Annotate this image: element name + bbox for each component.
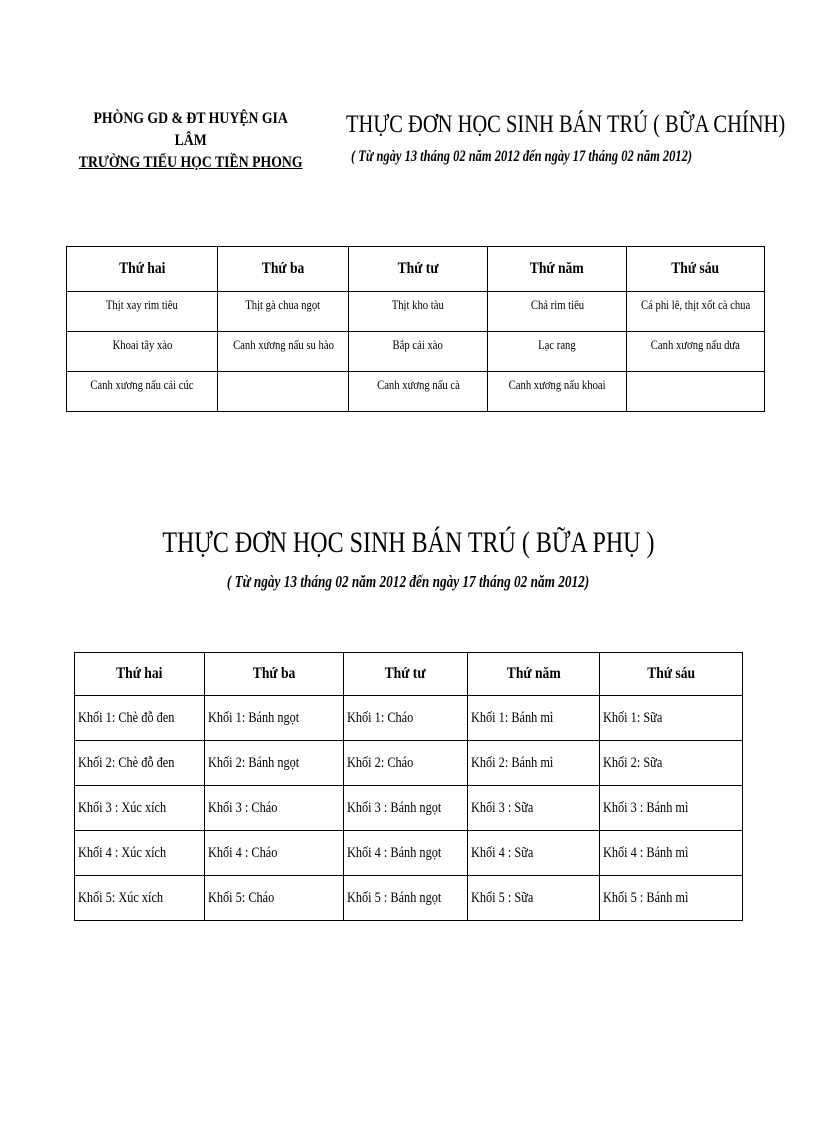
table-cell: Bắp cải xào xyxy=(349,332,488,372)
table-header-row xyxy=(67,247,765,292)
column-header: Thứ tư xyxy=(344,653,468,696)
main-menu-title: THỰC ĐƠN HỌC SINH BÁN TRÚ ( BỮA CHÍNH) xyxy=(346,111,786,138)
table-cell: Khối 2: Cháo xyxy=(344,741,468,786)
side-menu-table xyxy=(74,652,743,921)
table-header-row xyxy=(75,653,743,696)
table-cell xyxy=(218,372,349,412)
table-cell: Khối 3 : Xúc xích xyxy=(75,786,205,831)
table-cell: Khối 4 : Bánh ngọt xyxy=(344,831,468,876)
side-menu-date-range: ( Từ ngày 13 tháng 02 năm 2012 đến ngày 17 tháng 02 năm 2012) xyxy=(226,572,590,591)
main-menu-table xyxy=(66,246,765,412)
table-row xyxy=(75,831,743,876)
table-cell: Khối 5: Xúc xích xyxy=(75,876,205,921)
department-name: PHÒNG GD & ĐT HUYỆN GIA LÂM xyxy=(93,110,288,149)
table-cell: Khoai tây xào xyxy=(67,332,218,372)
table-cell: Khối 1: Chè đỗ đen xyxy=(75,696,205,741)
table-cell: Khối 1: Bánh ngọt xyxy=(205,696,344,741)
table-cell: Cá phi lê, thịt xốt cà chua xyxy=(627,292,765,332)
table-cell xyxy=(627,372,765,412)
table-cell: Khối 2: Chè đỗ đen xyxy=(75,741,205,786)
school-header xyxy=(78,108,303,174)
table-cell: Khối 1: Sữa xyxy=(600,696,743,741)
column-header: Thứ ba xyxy=(205,653,344,696)
table-cell: Khối 1: Cháo xyxy=(344,696,468,741)
table-cell: Canh xương nấu khoai xyxy=(488,372,627,412)
table-cell: Canh xương nấu su hào xyxy=(218,332,349,372)
column-header: Thứ ba xyxy=(218,247,349,292)
column-header: Thứ hai xyxy=(75,653,205,696)
table-row xyxy=(67,372,765,412)
school-name: TRƯỜNG TIỂU HỌC TIỀN PHONG xyxy=(78,154,303,171)
table-row xyxy=(67,292,765,332)
table-cell: Thịt gà chua ngọt xyxy=(218,292,349,332)
table-cell: Khối 3 : Cháo xyxy=(205,786,344,831)
table-cell: Khối 5 : Sữa xyxy=(468,876,600,921)
table-cell: Canh xương nấu cà xyxy=(349,372,488,412)
table-cell: Chả rim tiêu xyxy=(488,292,627,332)
column-header: Thứ tư xyxy=(349,247,488,292)
table-cell: Lạc rang xyxy=(488,332,627,372)
table-row xyxy=(75,786,743,831)
table-cell: Thịt xay rim tiêu xyxy=(67,292,218,332)
table-cell: Khối 5 : Bánh mì xyxy=(600,876,743,921)
column-header: Thứ sáu xyxy=(627,247,765,292)
table-cell: Khối 3 : Sữa xyxy=(468,786,600,831)
table-cell: Canh xương nấu cải cúc xyxy=(67,372,218,412)
table-cell: Khối 2: Bánh mì xyxy=(468,741,600,786)
table-cell: Khối 2: Bánh ngọt xyxy=(205,741,344,786)
table-cell: Canh xương nấu dưa xyxy=(627,332,765,372)
table-row xyxy=(75,696,743,741)
table-cell: Khối 4 : Xúc xích xyxy=(75,831,205,876)
table-cell: Khối 4 : Bánh mì xyxy=(600,831,743,876)
table-cell: Khối 3 : Bánh ngọt xyxy=(344,786,468,831)
table-cell: Khối 4 : Cháo xyxy=(205,831,344,876)
table-cell: Khối 3 : Bánh mì xyxy=(600,786,743,831)
table-cell: Khối 5 : Bánh ngọt xyxy=(344,876,468,921)
table-row xyxy=(75,741,743,786)
main-menu-date-range: ( Từ ngày 13 tháng 02 năm 2012 đến ngày 17 tháng 02 năm 2012) xyxy=(351,148,693,165)
side-menu-title: THỰC ĐƠN HỌC SINH BÁN TRÚ ( BỮA PHỤ ) xyxy=(162,526,655,559)
table-cell: Khối 1: Bánh mì xyxy=(468,696,600,741)
column-header: Thứ năm xyxy=(488,247,627,292)
table-cell: Khối 5: Cháo xyxy=(205,876,344,921)
table-cell: Khối 2: Sữa xyxy=(600,741,743,786)
column-header: Thứ hai xyxy=(67,247,218,292)
table-row xyxy=(67,332,765,372)
table-cell: Thịt kho tàu xyxy=(349,292,488,332)
table-row xyxy=(75,876,743,921)
column-header: Thứ năm xyxy=(468,653,600,696)
table-cell: Khối 4 : Sữa xyxy=(468,831,600,876)
column-header: Thứ sáu xyxy=(600,653,743,696)
